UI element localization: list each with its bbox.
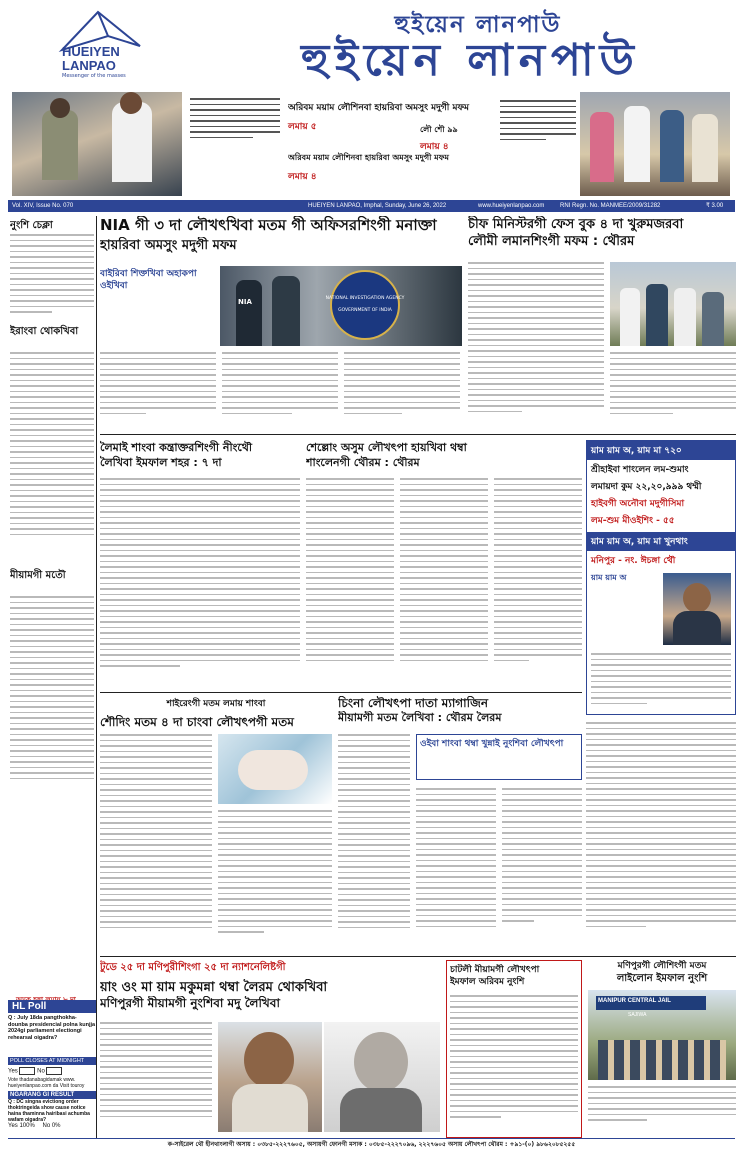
story-shellong-subhead: শাংলেনগী থৌরম : থৌরম [306, 456, 420, 469]
nia-photo [220, 266, 462, 346]
left-headline-2: ইরাংবা থোকখিবা [10, 326, 79, 337]
teaser-3-title: অরিবম ময়াম লৌশিনবা হায়রিবা অমসুং মদুগী মফম [288, 153, 449, 162]
jail-sign-text: MANIPUR CENTRAL JAIL [598, 998, 671, 1004]
magazine-callout-text: ওইবা শাংবা থম্বা খুন্নাই নুংশিবা লৌখৎপা [420, 739, 564, 749]
teaser-3-page[interactable]: লমায় ৪ [288, 172, 317, 182]
paper-dateline: HUEIYEN LANPAO, Imphal, Sunday, June 26, 2022 [308, 203, 447, 209]
health-photo [218, 734, 332, 804]
right-story-text [586, 722, 736, 954]
cm-photo [610, 262, 736, 346]
poll-vote-note[interactable]: Vote thadanabagidamak www. hueiyenlanpao.com da Visit touroy [8, 1077, 85, 1089]
teaser-strip [0, 92, 743, 196]
box-portrait [663, 573, 731, 645]
masthead [0, 0, 743, 90]
story-president-kicker: টুডে ২৫ দা মণিপুরীশিংগা ২৫ দা ন্যাশনেলিষ্টগী [100, 962, 286, 973]
poll-result [8, 1123, 96, 1129]
story-contractors [100, 440, 300, 690]
left-column [10, 216, 94, 1006]
teaser-4-page[interactable]: লমায় ৪ [420, 142, 449, 152]
story-contractors-headline: লৈমাই শাংবা কন্ত্রাক্তরশিংগী নীংথৌ [100, 441, 253, 454]
story-cm-headline: চীফ মিনিস্টরগী ফেস বুক ৪ দা খুরুমজরবা [468, 217, 684, 232]
teaser-4 [420, 124, 500, 154]
poll-options [8, 1067, 96, 1075]
logo-word-1: HUEIYEN [62, 44, 120, 59]
teaser-3 [288, 152, 498, 184]
story-cm [468, 216, 736, 431]
box-headline-5: লম-শুম মীওইশিং - ৫৫ [591, 516, 675, 526]
story-health [100, 696, 332, 954]
poll-yes-label: Yes [8, 1068, 18, 1075]
teaser-4-title: লৌ শৌ ৯৯ [420, 125, 458, 134]
goi-emblem-text: GOVERNMENT OF INDIA [338, 308, 392, 313]
footer-bar [8, 1138, 735, 1149]
story-nia [100, 216, 462, 426]
logo-word-2: LANPAO [62, 58, 116, 73]
rule-2 [100, 692, 582, 693]
jail-photo [588, 990, 736, 1080]
story-president-subhead: মণিপুরগী মীয়ামগী নুংশিবা মদু লৈখিবা [100, 996, 280, 1010]
box-headline-2: শ্রীহাইবা শাংলেন লম-শুমাং [591, 465, 689, 475]
jail-sign-sub: SAJIWA [628, 1012, 647, 1018]
hl-poll [8, 1000, 96, 1140]
president-photo-1 [218, 1022, 322, 1132]
story-jail-headline: মণিপুরগী লৌশিংগী মতম [617, 961, 707, 971]
magazine-callout-box [416, 734, 582, 780]
teaser-photo-right [580, 92, 730, 196]
teaser-photo-left [12, 92, 182, 196]
story-nia-headline: NIA গী ৩ দা লৌখৎখিবা মতম গী অফিসরশিংগী মনাক্তা [100, 216, 437, 234]
rule-3 [100, 956, 736, 957]
nia-short-label: NIA [238, 298, 252, 306]
dateline-bar [8, 200, 735, 212]
rule-vertical [96, 216, 97, 1138]
price: ₹ 3.00 [706, 203, 724, 209]
box-headline-7: মনিপুর - নং. ঈচঙ্গা থৌ [591, 556, 676, 566]
story-president [100, 960, 440, 1138]
rule-1 [100, 434, 736, 435]
box-headline-1: য়াম য়াম অ, য়াম মা ৭২০ [587, 441, 735, 460]
teaser-1-text [190, 98, 280, 188]
poll-no-percent: No 0% [42, 1123, 61, 1129]
story-jail [588, 960, 736, 1138]
logo-tagline: Messenger of the masses [62, 73, 126, 79]
story-magazine-subhead: মীয়ামগী মতম লৈখিবা : থৌরম লৈরম [338, 711, 502, 724]
box-headline-4: হাইবগী অনৌবা মদুগীসিমা [591, 499, 685, 509]
story-chatli-headline: চাটলী মীয়ামগী লৌখৎপা [450, 965, 540, 975]
box-headline-8: য়াম য়াম অ [591, 573, 627, 582]
story-chatli [446, 960, 582, 1138]
teaser-5-text [500, 100, 576, 186]
story-health-headline: শৌদিং মতম ৪ দা চাংবা লৌখৎপগী মতম [100, 715, 294, 729]
story-nia-kicker: বাইরিবা শিক্তখিবা অহাকপা ওইখিবা [100, 269, 197, 291]
website-link[interactable]: www.hueiyenlanpao.com [478, 203, 545, 209]
story-chatli-subhead: ইমফাল অরিবম নুংশি [450, 977, 525, 987]
nia-emblem [330, 270, 400, 340]
poll-no-box[interactable] [46, 1067, 62, 1075]
story-shellong [306, 440, 582, 690]
teaser-2-title: অরিবম ময়াম লৌশিনবা হায়রিবা অমসুং মদুগী মফম [288, 103, 470, 113]
volume-issue: Vol. XIV, Issue No. 070 [12, 203, 74, 209]
poll-result-question: Q : DC singna evictiong order thoktringeida show cause notice haina thaminna hairibasi achumba wafam oigadra? [8, 1099, 90, 1123]
story-president-headline: য়াং ওং মা য়াম মকুমন্না থম্বা লৈরম থোকখিবা [100, 980, 328, 995]
president-photo-2 [324, 1022, 440, 1132]
story-nia-subhead: হায়রিবা অমসুং মদুগী মফম [100, 238, 237, 253]
story-cm-subhead: লৌমী লমানশিংগী মফম : থৌরম [468, 234, 635, 249]
poll-question: Q : July 18da pangthokha-dounba presidencial polna kunjja 2024gi parliament electiongi rehearsal oigadra? [8, 1015, 96, 1041]
story-health-kicker: শাইরেংগী মতম লমায় শাংবা [166, 699, 266, 709]
story-magazine [338, 696, 582, 954]
footer-text: ক-সাইরেল থৌ হীনথাংলাগী অসায় : ০৩৮৫-২২২৭৬০৫, অসায়গী ফোনগী মসাক : ০৩৮৫-২২২৭০৯৬, ২২২৭৬০৫ অসায় লৌখৎপা থৌরম : +৯১-(০) ৯৮৬২০৮৫২৫৫ [167, 1141, 576, 1148]
poll-result-title: NGARANG GI RESULT [8, 1091, 96, 1099]
right-feature-box [586, 440, 736, 715]
story-contractors-subhead: লৈখিবা ইমফাল শহর : ৭ দা [100, 456, 222, 469]
poll-closes: POLL CLOSES AT MIDNIGHT [8, 1057, 96, 1065]
masthead-top-title: হুইয়েন লানপাউ [394, 12, 562, 38]
story-shellong-headline: শেল্লোং অসুম লৌখৎপা হায়খিবা থম্বা [306, 441, 467, 454]
story-magazine-headline: চিংনা লৌখৎপা দাতা ম্যাগাজিন [338, 696, 488, 710]
box-headline-6: য়াম য়াম অ, য়াম মা খুনথাং [587, 532, 735, 551]
masthead-main-title: হুইয়েন লানপাউ [301, 35, 640, 86]
poll-no-label: No [37, 1068, 45, 1075]
rni-number: RNI Regn. No. MANMEE/2009/31282 [560, 203, 661, 209]
left-headline-1: নুংশি চেক্লা [10, 220, 53, 231]
poll-yes-percent: Yes 100% [8, 1123, 35, 1129]
story-jail-subhead: লাইলোন ইমফাল নুংশি [616, 973, 708, 984]
nia-emblem-text: NATIONAL INVESTIGATION AGENCY [325, 296, 405, 301]
poll-title: HL Poll [8, 1000, 96, 1013]
box-headline-3: লমায়দা কুম ২২,২০,৯৯৯ থম্মী [591, 482, 702, 492]
left-headline-3: মীয়ামগী মতৌ [10, 570, 66, 581]
poll-yes-box[interactable] [19, 1067, 35, 1075]
teaser-2-page[interactable]: লমায় ৫ [288, 122, 317, 132]
